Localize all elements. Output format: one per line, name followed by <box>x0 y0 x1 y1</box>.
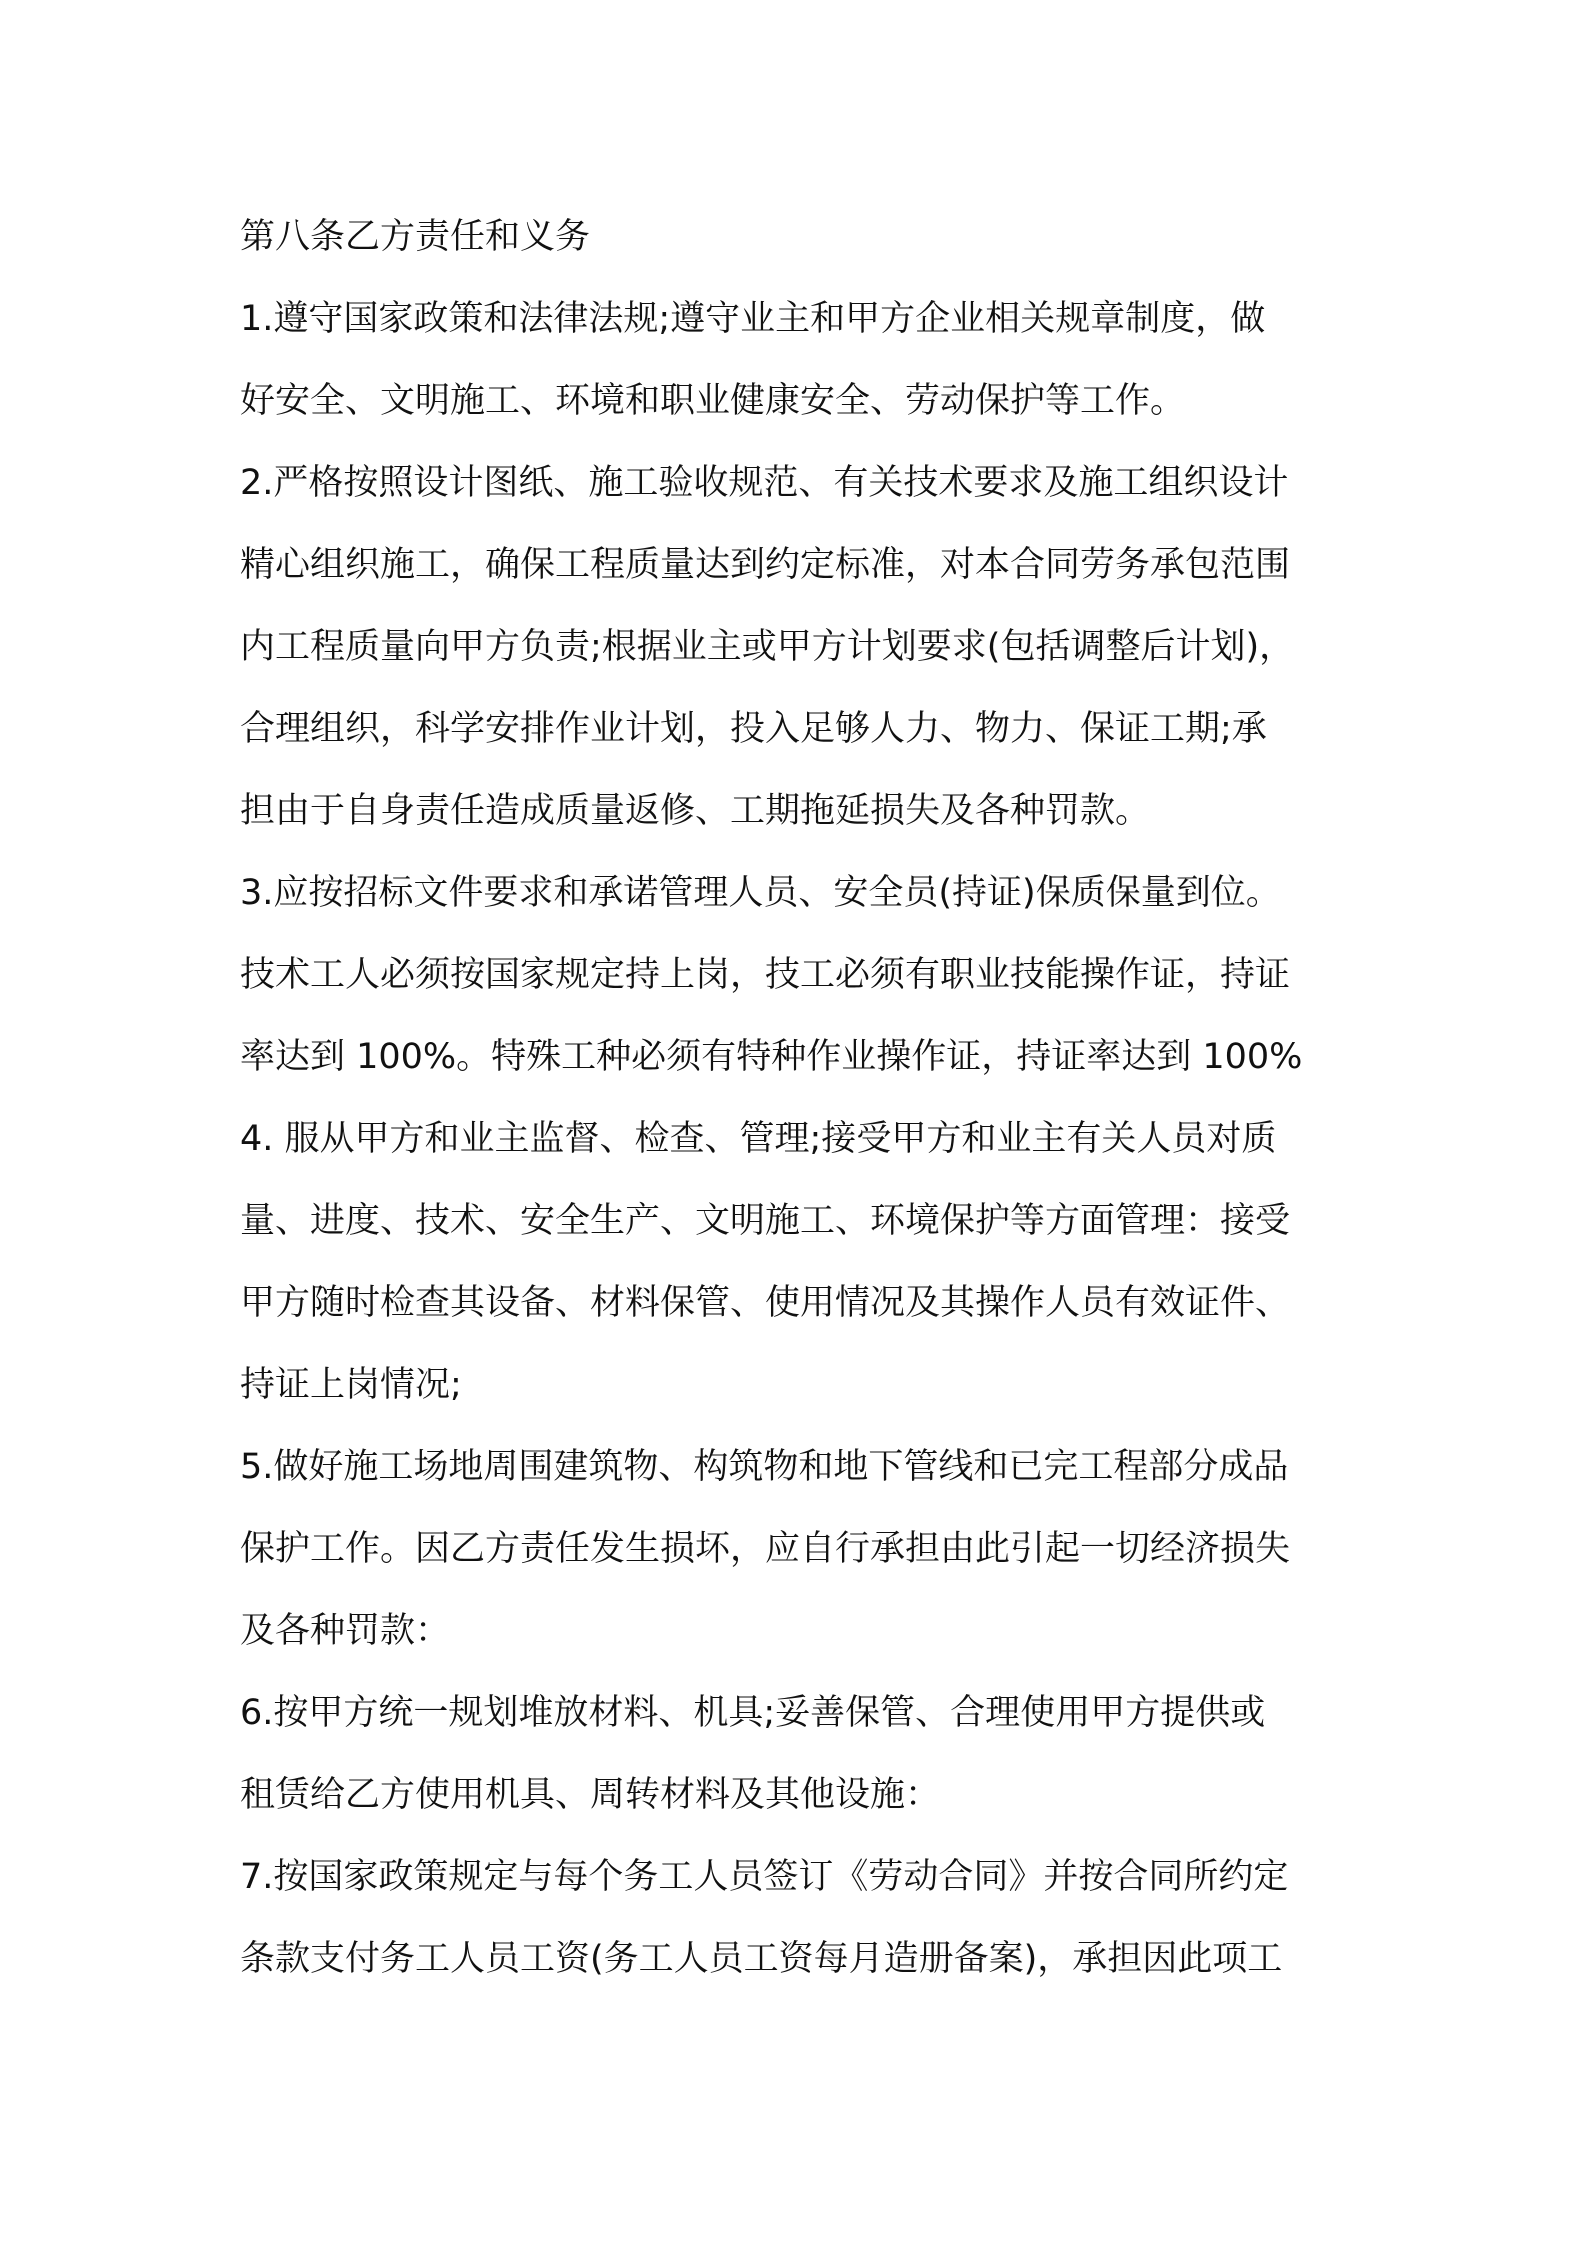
text-line: 量、进度、技术、安全生产、文明施工、环境保护等方面管理：接受 <box>240 1201 1291 1241</box>
text-line: 内工程质量向甲方负责;根据业主或甲方计划要求(包括调整后计划)， <box>240 627 1295 667</box>
article-title: 第八条乙方责任和义务 <box>240 217 591 257</box>
text-line: 条款支付务工人员工资(务工人员工资每月造册备案)，承担因此项工 <box>240 1939 1283 1979</box>
text-line: 持证上岗情况; <box>240 1365 462 1405</box>
text-line: 及各种罚款： <box>240 1611 451 1651</box>
text-line: 甲方随时检查其设备、材料保管、使用情况及其操作人员有效证件、 <box>240 1283 1291 1323</box>
text-line: 3.应按招标文件要求和承诺管理人员、安全员(持证)保质保量到位。 <box>240 873 1281 913</box>
text-line: 合理组织，科学安排作业计划，投入足够人力、物力、保证工期;承 <box>240 709 1267 749</box>
text-line: 2.严格按照设计图纸、施工验收规范、有关技术要求及施工组织设计 <box>240 463 1289 503</box>
document-body <box>240 196 1360 2000</box>
text-line: 5.做好施工场地周围建筑物、构筑物和地下管线和已完工程部分成品 <box>240 1447 1289 1487</box>
text-line: 7.按国家政策规定与每个务工人员签订《劳动合同》并按合同所约定 <box>240 1857 1289 1897</box>
text-line: 保护工作。因乙方责任发生损坏，应自行承担由此引起一切经济损失 <box>240 1529 1291 1569</box>
text-line: 技术工人必须按国家规定持上岗，技工必须有职业技能操作证，持证 <box>240 955 1291 995</box>
text-line: 4. 服从甲方和业主监督、检查、管理;接受甲方和业主有关人员对质 <box>240 1119 1277 1159</box>
text-line: 担由于自身责任造成质量返修、工期拖延损失及各种罚款。 <box>240 791 1151 831</box>
text-line: 好安全、文明施工、环境和职业健康安全、劳动保护等工作。 <box>240 381 1186 421</box>
text-line: 1.遵守国家政策和法律法规;遵守业主和甲方企业相关规章制度，做 <box>240 299 1266 339</box>
text-line: 精心组织施工，确保工程质量达到约定标准，对本合同劳务承包范围 <box>240 545 1291 585</box>
text-line: 租赁给乙方使用机具、周转材料及其他设施： <box>240 1775 941 1815</box>
text-line: 率达到 100%。特殊工种必须有特种作业操作证，持证率达到 100% <box>240 1037 1303 1077</box>
text-line: 6.按甲方统一规划堆放材料、机具;妥善保管、合理使用甲方提供或 <box>240 1693 1266 1733</box>
